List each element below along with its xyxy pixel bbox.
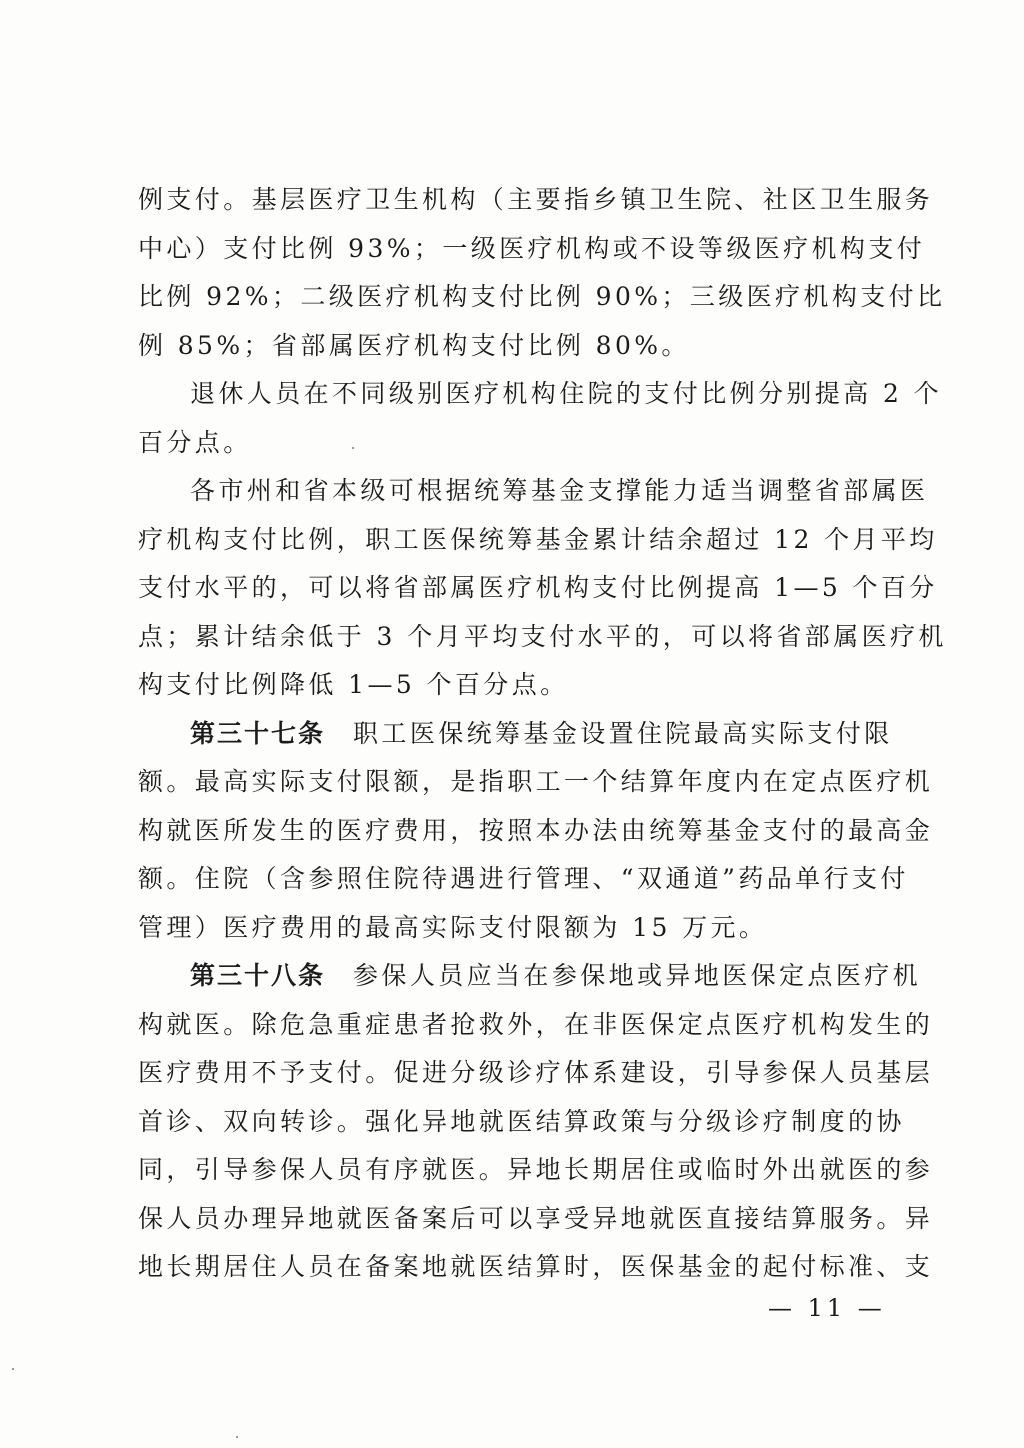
text-line: 点；累计结余低于 3 个月平均支付水平的，可以将省部属医疗机 (138, 621, 947, 651)
text-line: 百分点。 (138, 427, 252, 457)
text-line: 医疗费用不予支付。促进分级诊疗体系建设，引导参保人员基层 (138, 1058, 934, 1087)
text-line: 例 85%；省部属医疗机构支付比例 80%。 (138, 330, 690, 360)
text-line: 支付水平的，可以将省部属医疗机构支付比例提高 1—5 个百分 (138, 573, 938, 602)
text-line: 中心）支付比例 93%；一级医疗机构或不设等级医疗机构支付 (138, 233, 926, 263)
scan-speck (352, 447, 354, 449)
article-38-first-line (138, 952, 922, 1001)
text-line: 参保人员应当在参保地或异地医保定点医疗机 (353, 961, 922, 990)
scan-speck (12, 1368, 14, 1370)
text-line: 构就医。除危急重症患者抢救外，在非医保定点医疗机构发生的 (138, 1009, 934, 1039)
page-number: — 11 — (768, 1294, 886, 1322)
text-line: 首诊、双向转诊。强化异地就医结算政策与分级诊疗制度的协 (138, 1106, 905, 1136)
scan-speck (236, 1436, 238, 1438)
body-text (138, 176, 947, 1292)
article-38-heading: 第三十八条 (190, 961, 326, 990)
text-line: 构就医所发生的医疗费用，按照本办法由统筹基金支付的最高金 (138, 815, 934, 845)
text-line: 同，引导参保人员有序就医。异地长期居住或临时外出就医的参 (138, 1155, 934, 1184)
text-line: 例支付。基层医疗卫生机构（主要指乡镇卫生院、社区卫生服务 (138, 185, 934, 214)
text-line: 退休人员在不同级别医疗机构住院的支付比例分别提高 2 个 (190, 379, 943, 408)
text-line: 地长期居住人员在备案地就医结算时，医保基金的起付标准、支 (138, 1252, 934, 1281)
article-37-first-line (138, 710, 898, 759)
text-line: 管理）医疗费用的最高实际支付限额为 15 万元。 (138, 912, 768, 942)
text-line: 各市州和省本级可根据统筹基金支撑能力适当调整省部属医 (190, 476, 929, 505)
text-line: 构支付比例降低 1—5 个百分点。 (138, 670, 569, 699)
text-line: 保人员办理异地就医备案后可以享受异地就医直接结算服务。异 (138, 1203, 934, 1233)
article-37-heading: 第三十七条 (190, 718, 326, 748)
text-line: 比例 92%；二级医疗机构支付比例 90%；三级医疗机构支付比 (138, 282, 946, 311)
text-line: 疗机构支付比例，职工医保统筹基金累计结余超过 12 个月平均 (138, 524, 938, 554)
text-line: 额。住院（含参照住院待遇进行管理、“双通道”药品单行支付 (138, 864, 909, 893)
text-line: 额。最高实际支付限额，是指职工一个结算年度内在定点医疗机 (138, 767, 934, 796)
text-line: 职工医保统筹基金设置住院最高实际支付限 (353, 718, 893, 748)
